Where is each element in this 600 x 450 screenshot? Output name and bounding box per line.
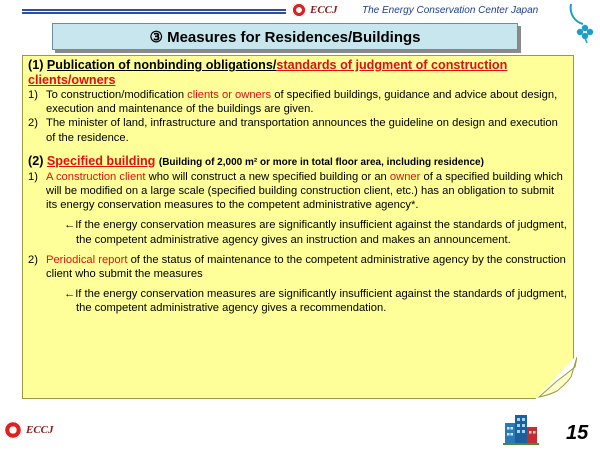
item-text: of specified buildings, guidance and advice about design, execution and maintenance of the buildings are given. (46, 89, 558, 116)
section1-heading (28, 58, 568, 88)
eccj-sun-icon (292, 3, 306, 17)
slide-body (28, 58, 568, 316)
section2-item-2 (28, 253, 568, 281)
buildings-icon (503, 413, 539, 445)
item-text: of the status of maintenance to the competent administrative agency by the construction client who submit the measures (46, 253, 566, 281)
section2-heading-red: Specified building (46, 153, 156, 168)
header-logo (292, 3, 338, 17)
item-number: 2) (28, 253, 38, 266)
slide-title: ③ Measures for Residences/Buildings (149, 28, 421, 46)
header-rule (22, 9, 286, 14)
footer-logo (4, 421, 54, 439)
item-number: 1) (28, 170, 38, 183)
item-text-red: Periodical report (46, 253, 128, 266)
item-text: To construction/modification (46, 89, 188, 101)
section2-item-1-arrow-note: ←If the energy conservation measures are significantly insufficient against the standards of judgment, the competent administrative agency gives an instruction and makes an announcement. (64, 219, 567, 246)
section1-heading-red: standards of judgment of construction clients/owners (28, 58, 508, 87)
item-text: The minister of land, infrastructure and transportation announces the guideline on design and execution of the residence. (46, 117, 558, 144)
section2-heading (28, 154, 568, 170)
clover-swirl-icon (565, 2, 595, 44)
section1-item-2 (28, 116, 568, 144)
item-number: 1) (28, 89, 38, 101)
section2-label: (2) (28, 153, 44, 168)
item-text: of a specified building which will be modified on a large scale (specified building construction client, etc.) has an obligation to submit its energy conservation measures to the competent administrative agency*. (46, 170, 563, 212)
section2-item-2-arrow-note: ←If the energy conservation measures are significantly insufficient against the standards of judgment, the competent administrative agency gives a recommendation. (64, 288, 567, 315)
eccj-sun-icon (4, 421, 22, 439)
organization-name: The Energy Conservation Center Japan (362, 5, 539, 16)
section1-item-1 (28, 88, 568, 116)
section1-label: (1) (28, 58, 44, 72)
item-text-red: clients or owners (187, 89, 272, 101)
page-curl (535, 355, 577, 399)
page-number: 15 (566, 422, 589, 444)
slide-title-box (52, 23, 518, 50)
section2-item-1 (28, 170, 568, 213)
section1-heading-black: Publication of nonbinding obligations/ (46, 58, 277, 72)
section2-heading-note: (Building of 2,000 m² or more in total floor area, including residence) (158, 156, 484, 168)
item-text-red: owner (389, 170, 421, 183)
item-text-red: A construction client (46, 170, 146, 183)
footer-logo-text: ECCJ (26, 424, 54, 436)
item-text: who will construct a new specified building or an (145, 170, 390, 183)
item-number: 2) (28, 117, 38, 130)
header-logo-text: ECCJ (310, 4, 338, 16)
